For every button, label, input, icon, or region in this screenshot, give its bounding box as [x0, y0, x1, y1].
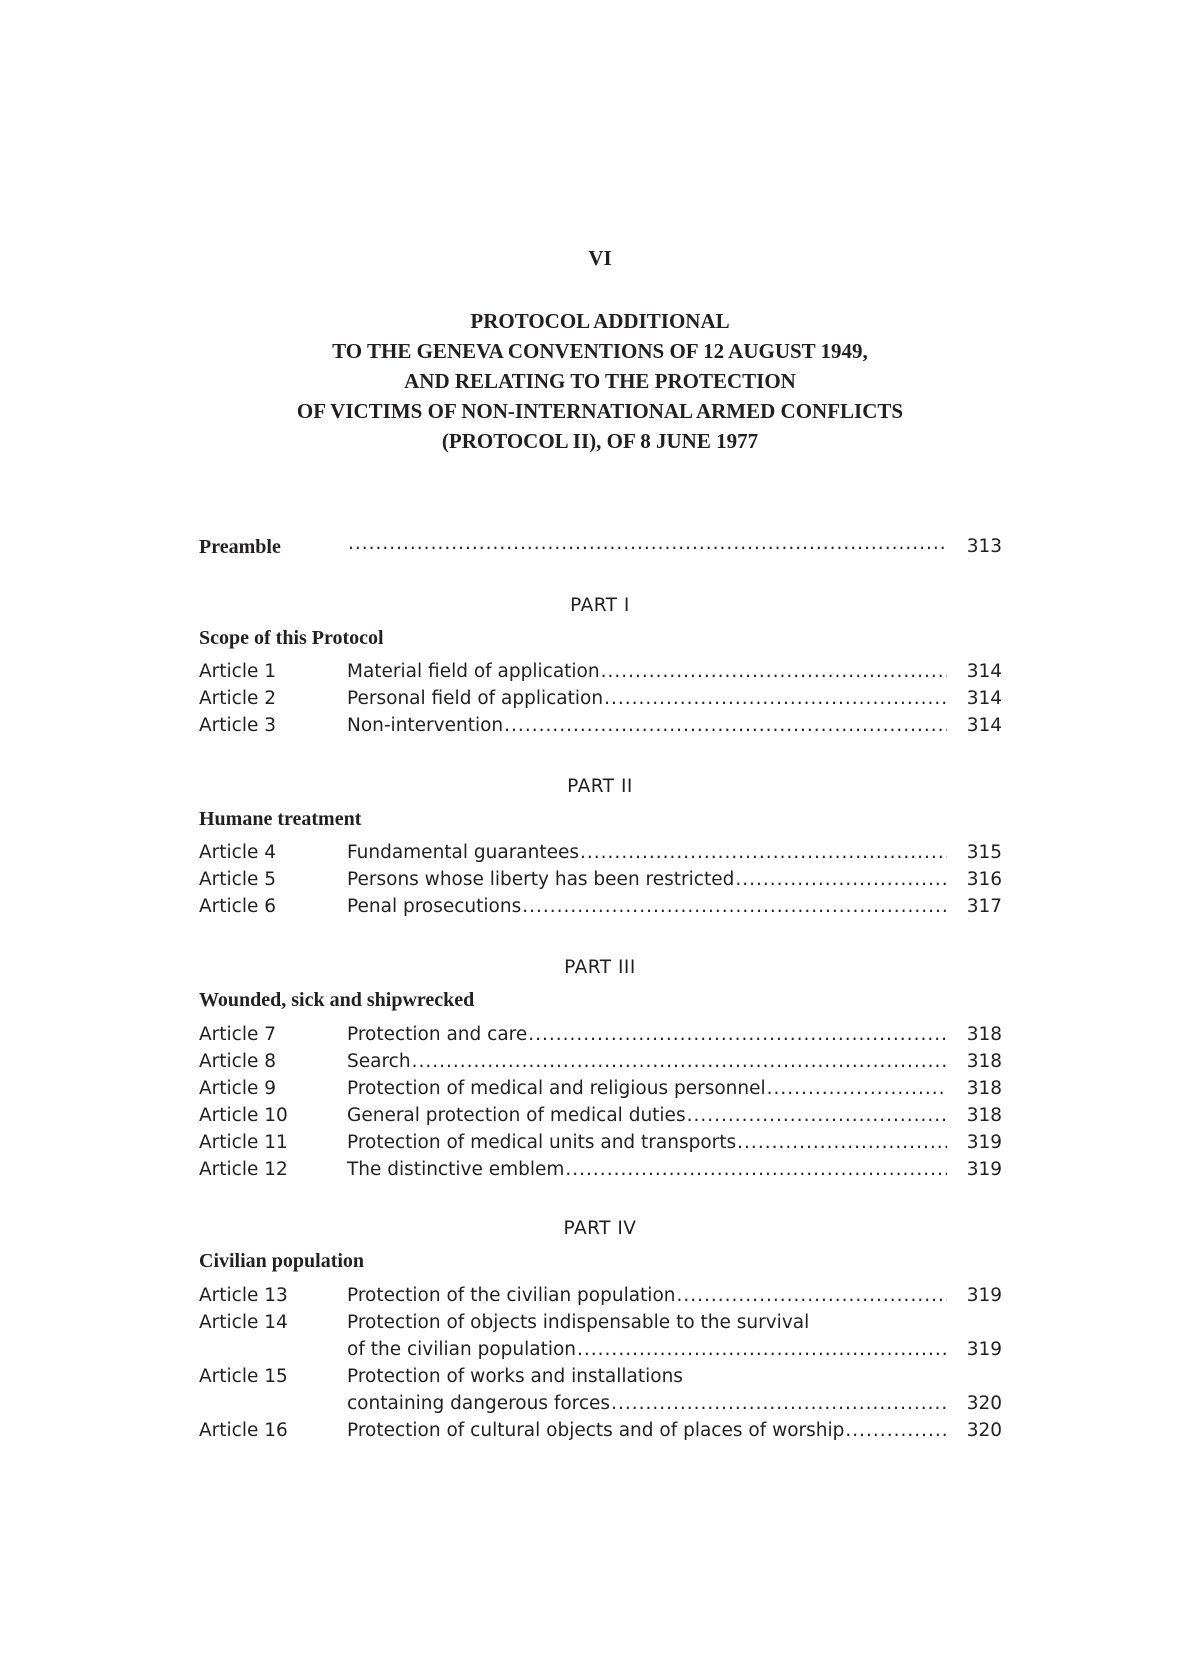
page-number: 318 — [966, 1051, 1002, 1072]
article-number: Article 3 — [199, 715, 276, 736]
title-line: PROTOCOL ADDITIONAL — [470, 309, 730, 333]
toc-entry — [199, 1129, 1002, 1156]
article-title: Penal prosecutions — [347, 896, 522, 917]
article-number: Article 13 — [199, 1285, 288, 1306]
section-heading: Civilian population — [199, 1250, 365, 1272]
title-line: AND RELATING TO THE PROTECTION — [404, 369, 796, 393]
dot-leader — [600, 658, 947, 685]
page-number: 316 — [966, 869, 1002, 890]
toc-entry — [199, 1417, 1002, 1444]
page-number: 319 — [966, 1159, 1002, 1180]
section-heading: Humane treatment — [199, 808, 362, 830]
dot-leader — [686, 1102, 947, 1129]
article-title: Protection of medical units and transports — [347, 1132, 737, 1153]
article-title: Material field of application — [347, 661, 600, 682]
page-number: 314 — [966, 688, 1002, 709]
toc-entry — [199, 1363, 1002, 1417]
article-number: Article 14 — [199, 1312, 288, 1333]
part-label: PART IV — [563, 1218, 637, 1239]
article-number: Article 16 — [199, 1420, 288, 1441]
page-number: 318 — [966, 1078, 1002, 1099]
toc-entry — [199, 1309, 1002, 1363]
section-heading: Wounded, sick and shipwrecked — [199, 989, 475, 1011]
dot-leader — [503, 712, 947, 739]
toc-section-list — [199, 1021, 1002, 1183]
part-label: PART I — [570, 595, 630, 616]
article-title: Protection of cultural objects and of places of worship — [347, 1420, 845, 1441]
article-number: Article 2 — [199, 688, 276, 709]
toc-entry — [199, 712, 1002, 739]
article-number: Article 15 — [199, 1366, 288, 1387]
article-title-continued: of the civilian population — [347, 1339, 577, 1360]
dot-leader — [676, 1282, 948, 1309]
chapter-number: VI — [588, 246, 612, 270]
page-number: 318 — [966, 1024, 1002, 1045]
preamble-leader — [347, 533, 947, 560]
toc-entry — [199, 1075, 1002, 1102]
toc-entry — [199, 866, 1002, 893]
toc-entry — [199, 1102, 1002, 1129]
page-number: 319 — [966, 1132, 1002, 1153]
toc-entry — [199, 685, 1002, 712]
page-number: 314 — [966, 715, 1002, 736]
article-title: Persons whose liberty has been restricted — [347, 869, 735, 890]
dot-leader — [527, 1021, 947, 1048]
toc-entry — [199, 1048, 1002, 1075]
article-number: Article 5 — [199, 869, 276, 890]
article-title: Protection of the civilian population — [347, 1285, 676, 1306]
title-line: (PROTOCOL II), OF 8 JUNE 1977 — [441, 429, 759, 453]
dot-leader — [521, 893, 947, 920]
dot-leader — [766, 1075, 947, 1102]
page-number: 320 — [966, 1420, 1002, 1441]
toc-entry — [199, 1156, 1002, 1183]
page-number: 319 — [966, 1339, 1002, 1360]
part-label: PART II — [567, 776, 633, 797]
article-title: Non-intervention — [347, 715, 504, 736]
article-title: Protection of works and installations — [347, 1366, 683, 1387]
dot-leader — [603, 685, 947, 712]
part-label: PART III — [564, 957, 636, 978]
dot-leader — [734, 866, 947, 893]
dot-leader — [347, 533, 947, 554]
page-number: 320 — [966, 1393, 1002, 1414]
article-title: Search — [347, 1051, 411, 1072]
dot-leader — [610, 1390, 947, 1417]
section-heading: Scope of this Protocol — [199, 627, 384, 649]
article-title: Personal field of application — [347, 688, 604, 709]
page-number: 318 — [966, 1105, 1002, 1126]
toc-section-list — [199, 1282, 1002, 1444]
dot-leader — [579, 839, 947, 866]
article-title: Protection of medical and religious personnel — [347, 1078, 766, 1099]
article-title: Protection and care — [347, 1024, 528, 1045]
toc-entry — [199, 1282, 1002, 1309]
page-number: 317 — [966, 896, 1002, 917]
article-title: Fundamental guarantees — [347, 842, 580, 863]
article-number: Article 4 — [199, 842, 276, 863]
toc-entry — [199, 658, 1002, 685]
article-number: Article 11 — [199, 1132, 288, 1153]
dot-leader — [736, 1129, 947, 1156]
toc-entry — [199, 839, 1002, 866]
article-title-continued: containing dangerous forces — [347, 1393, 611, 1414]
dot-leader — [411, 1048, 947, 1075]
page-number: 314 — [966, 661, 1002, 682]
article-number: Article 7 — [199, 1024, 276, 1045]
toc-section-list — [199, 658, 1002, 739]
page-number: 315 — [966, 842, 1002, 863]
article-title: General protection of medical duties — [347, 1105, 686, 1126]
dot-leader — [844, 1417, 947, 1444]
page-number: 313 — [966, 536, 1002, 557]
article-title: Protection of objects indispensable to the survival — [347, 1312, 810, 1333]
article-number: Article 6 — [199, 896, 276, 917]
dot-leader — [576, 1336, 947, 1363]
toc-preamble-entry — [199, 532, 1002, 562]
toc-entry — [199, 1021, 1002, 1048]
document-title — [0, 306, 1200, 456]
toc-entry — [199, 893, 1002, 920]
preamble-label: Preamble — [199, 536, 281, 558]
article-number: Article 9 — [199, 1078, 276, 1099]
article-number: Article 8 — [199, 1051, 276, 1072]
dot-leader — [564, 1156, 947, 1183]
toc-section-list — [199, 839, 1002, 920]
article-number: Article 1 — [199, 661, 276, 682]
article-number: Article 10 — [199, 1105, 288, 1126]
article-number: Article 12 — [199, 1159, 288, 1180]
page-number: 319 — [966, 1285, 1002, 1306]
article-title: The distinctive emblem — [347, 1159, 565, 1180]
title-line: TO THE GENEVA CONVENTIONS OF 12 AUGUST 1949, — [332, 339, 868, 363]
title-line: OF VICTIMS OF NON-INTERNATIONAL ARMED CONFLICTS — [296, 399, 904, 423]
